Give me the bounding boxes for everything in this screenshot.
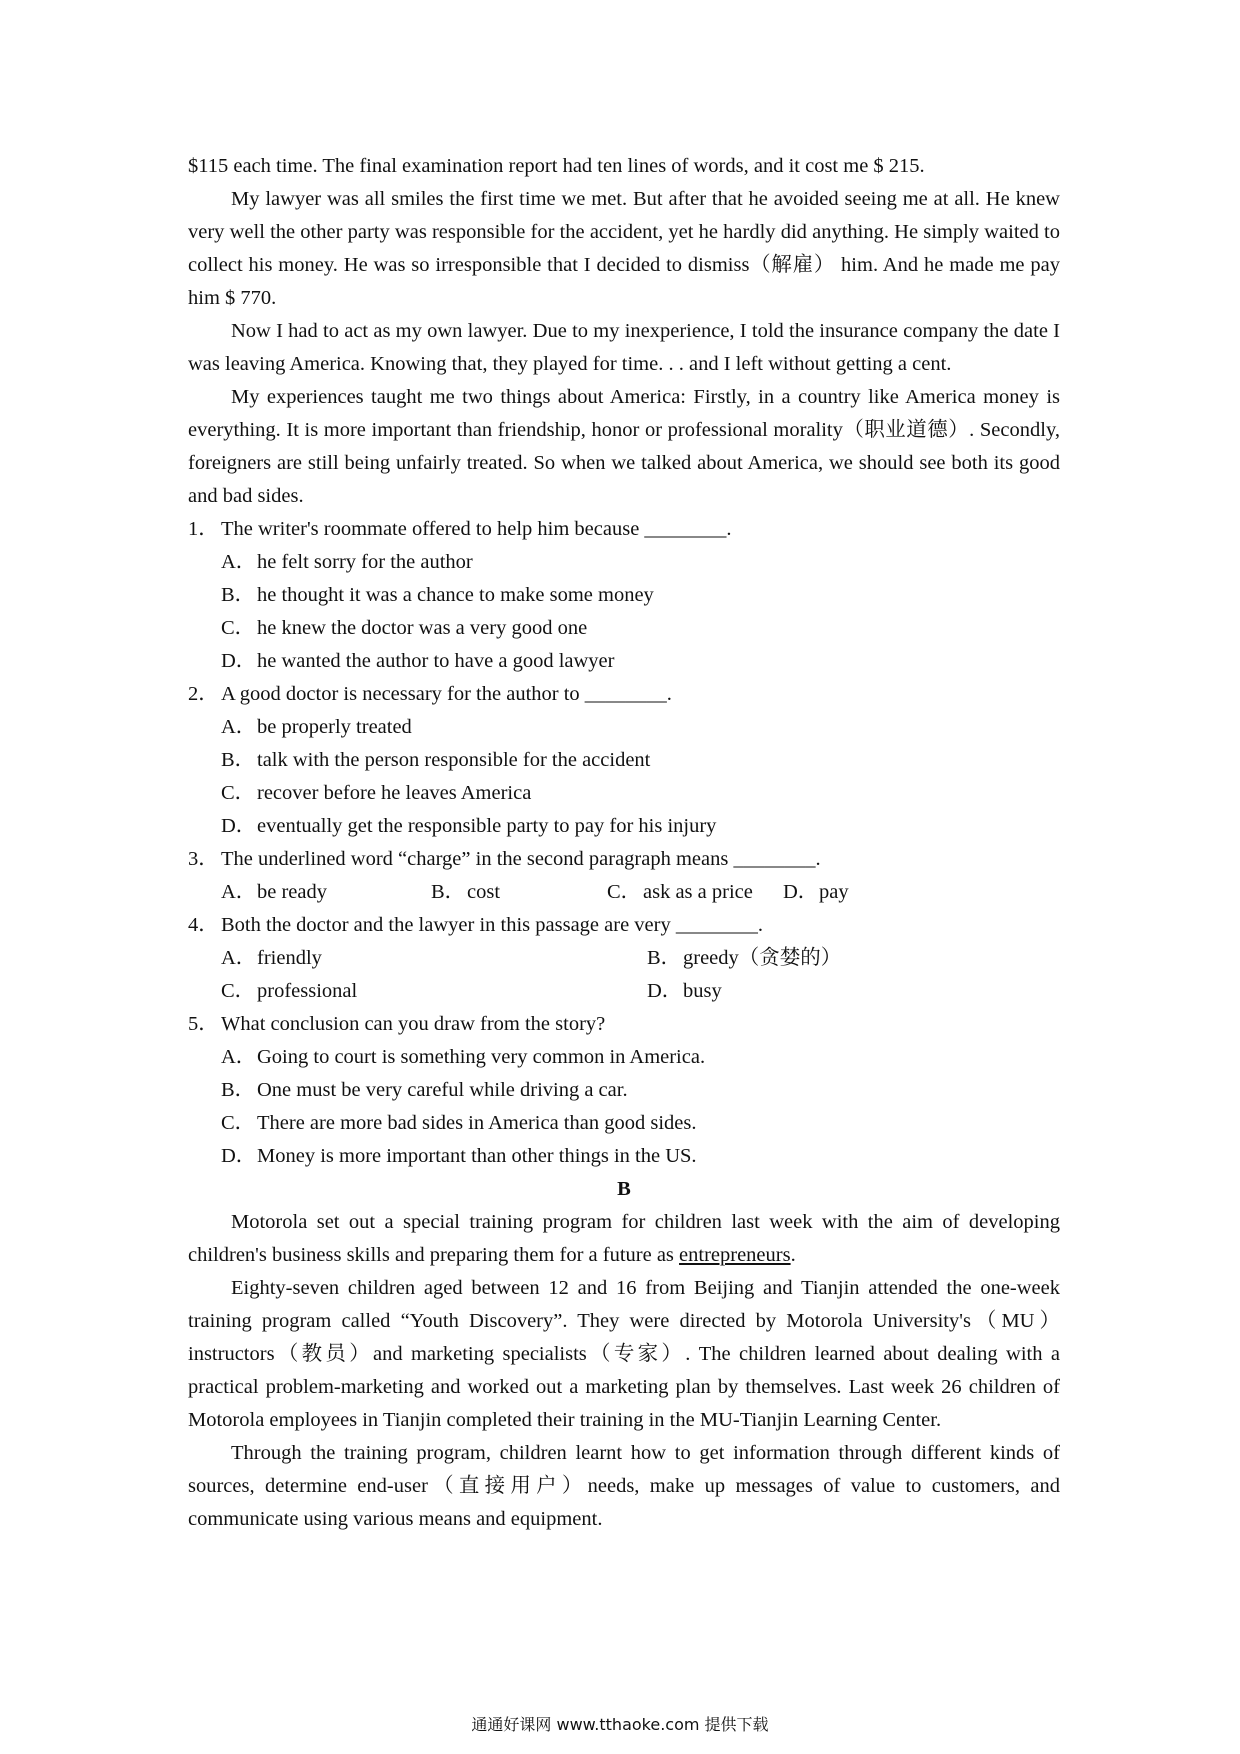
option-b	[188, 579, 1060, 612]
option-c	[607, 876, 783, 909]
passage-a-paragraph-2: My lawyer was all smiles the first time we met. But after that he avoided seeing me at all. He knew very well the other party was responsible for the accident, yet he hardly did anything. He simply waited to collect his money. He was so irresponsible that I decided to dismiss（解雇） him. And he made me pay him $ 770.	[188, 188, 1060, 309]
option-a	[221, 942, 647, 975]
option-letter: D．	[221, 815, 257, 837]
paragraph-text: Motorola set out a special training program for children last week with the aim of developing children's business skills and preparing them for a future as	[188, 1211, 1060, 1266]
option-letter: A．	[221, 716, 257, 738]
option-text: ask as a price	[643, 881, 753, 903]
option-d	[188, 1140, 1060, 1173]
option-letter: B．	[221, 1079, 256, 1101]
option-text: recover before he leaves America	[257, 782, 532, 804]
question-stem: The writer's roommate offered to help him because ________.	[221, 518, 732, 540]
option-d	[647, 975, 722, 1008]
passage-b-paragraph-3: Through the training program, children learnt how to get information through different kinds of sources, determine end-user（直接用户）needs, make up messages of value to customers, and communicate using various means and equipment.	[188, 1442, 1060, 1530]
option-c	[221, 975, 647, 1008]
option-text: he knew the doctor was a very good one	[257, 617, 588, 639]
option-a	[221, 876, 431, 909]
option-letter: D．	[221, 650, 257, 672]
question-5	[188, 1008, 1060, 1173]
underlined-word: entrepreneurs	[679, 1244, 791, 1266]
page-footer: 通通好课网 www.tthaoke.com 提供下载	[471, 1715, 769, 1734]
option-letter: B．	[221, 584, 256, 606]
option-text: greedy（贪婪的）	[683, 947, 842, 969]
option-text: be properly treated	[257, 716, 412, 738]
options-row	[188, 975, 1060, 1008]
option-a	[188, 546, 1060, 579]
option-letter: A．	[221, 881, 257, 903]
option-letter: B．	[431, 881, 466, 903]
option-text: Money is more important than other things in the US.	[257, 1145, 697, 1167]
option-a	[188, 711, 1060, 744]
option-text: be ready	[257, 881, 327, 903]
option-b	[188, 744, 1060, 777]
question-number: 2．	[188, 683, 219, 705]
question-number: 3．	[188, 848, 219, 870]
question-stem: A good doctor is necessary for the author to ________.	[221, 683, 672, 705]
option-text: he felt sorry for the author	[257, 551, 473, 573]
question-stem: What conclusion can you draw from the story?	[221, 1013, 606, 1035]
passage-a-paragraph-4: My experiences taught me two things about America: Firstly, in a country like America money is everything. It is more important than friendship, honor or professional morality（职业道德）. Secondly, foreigners are still being unfairly treated. So when we talked about America, we should see both its good and bad sides.	[188, 386, 1060, 507]
question-2	[188, 678, 1060, 843]
option-text: One must be very careful while driving a car.	[257, 1079, 628, 1101]
passage-b-paragraph-2: Eighty-seven children aged between 12 and 16 from Beijing and Tianjin attended the one-week training program called “Youth Discovery”. They were directed by Motorola University's（MU）instructors（教员）and marketing specialists（专家）. The children learned about dealing with a practical problem-marketing and worked out a marketing plan by themselves. Last week 26 children of Motorola employees in Tianjin completed their training in the MU-Tianjin Learning Center.	[188, 1277, 1060, 1431]
option-c	[188, 777, 1060, 810]
option-letter: D．	[221, 1145, 257, 1167]
question-number: 1．	[188, 518, 219, 540]
option-c	[188, 1107, 1060, 1140]
option-d	[188, 810, 1060, 843]
option-b	[647, 942, 841, 975]
option-d	[188, 645, 1060, 678]
option-letter: D．	[783, 881, 819, 903]
option-letter: C．	[221, 1112, 256, 1134]
question-number: 4．	[188, 914, 219, 936]
option-letter: A．	[221, 947, 257, 969]
options-row	[188, 876, 1060, 909]
passage-a-paragraph-1: $115 each time. The final examination report had ten lines of words, and it cost me $ 215.	[188, 155, 925, 177]
option-b	[188, 1074, 1060, 1107]
option-text: friendly	[257, 947, 322, 969]
question-stem: The underlined word “charge” in the second paragraph means ________.	[221, 848, 821, 870]
option-text: There are more bad sides in America than good sides.	[257, 1112, 697, 1134]
passage-b-paragraph-1	[188, 1206, 1060, 1272]
option-text: busy	[683, 980, 722, 1002]
option-text: professional	[257, 980, 358, 1002]
passage-a-paragraph-3: Now I had to act as my own lawyer. Due to my inexperience, I told the insurance company the date I was leaving America. Knowing that, they played for time. . . and I left without getting a cent.	[188, 320, 1060, 375]
section-heading: B	[617, 1178, 631, 1200]
option-letter: C．	[221, 782, 256, 804]
option-text: pay	[819, 881, 849, 903]
option-letter: B．	[647, 947, 682, 969]
option-letter: B．	[221, 749, 256, 771]
question-1	[188, 513, 1060, 678]
option-c	[188, 612, 1060, 645]
question-number: 5．	[188, 1013, 219, 1035]
option-letter: C．	[221, 617, 256, 639]
option-text: Going to court is something very common in America.	[257, 1046, 706, 1068]
question-3	[188, 843, 1060, 909]
paragraph-text: .	[790, 1244, 796, 1266]
option-text: he thought it was a chance to make some money	[257, 584, 654, 606]
option-d	[783, 876, 849, 909]
option-text: cost	[467, 881, 501, 903]
option-text: he wanted the author to have a good lawyer	[257, 650, 615, 672]
option-text: eventually get the responsible party to pay for his injury	[257, 815, 717, 837]
option-letter: A．	[221, 551, 257, 573]
option-letter: D．	[647, 980, 683, 1002]
document-body	[188, 150, 1060, 1536]
option-letter: C．	[221, 980, 256, 1002]
question-stem: Both the doctor and the lawyer in this passage are very ________.	[221, 914, 763, 936]
option-b	[431, 876, 607, 909]
options-row	[188, 942, 1060, 975]
option-a	[188, 1041, 1060, 1074]
option-letter: A．	[221, 1046, 257, 1068]
option-text: talk with the person responsible for the accident	[257, 749, 651, 771]
option-letter: C．	[607, 881, 642, 903]
question-4	[188, 909, 1060, 1008]
